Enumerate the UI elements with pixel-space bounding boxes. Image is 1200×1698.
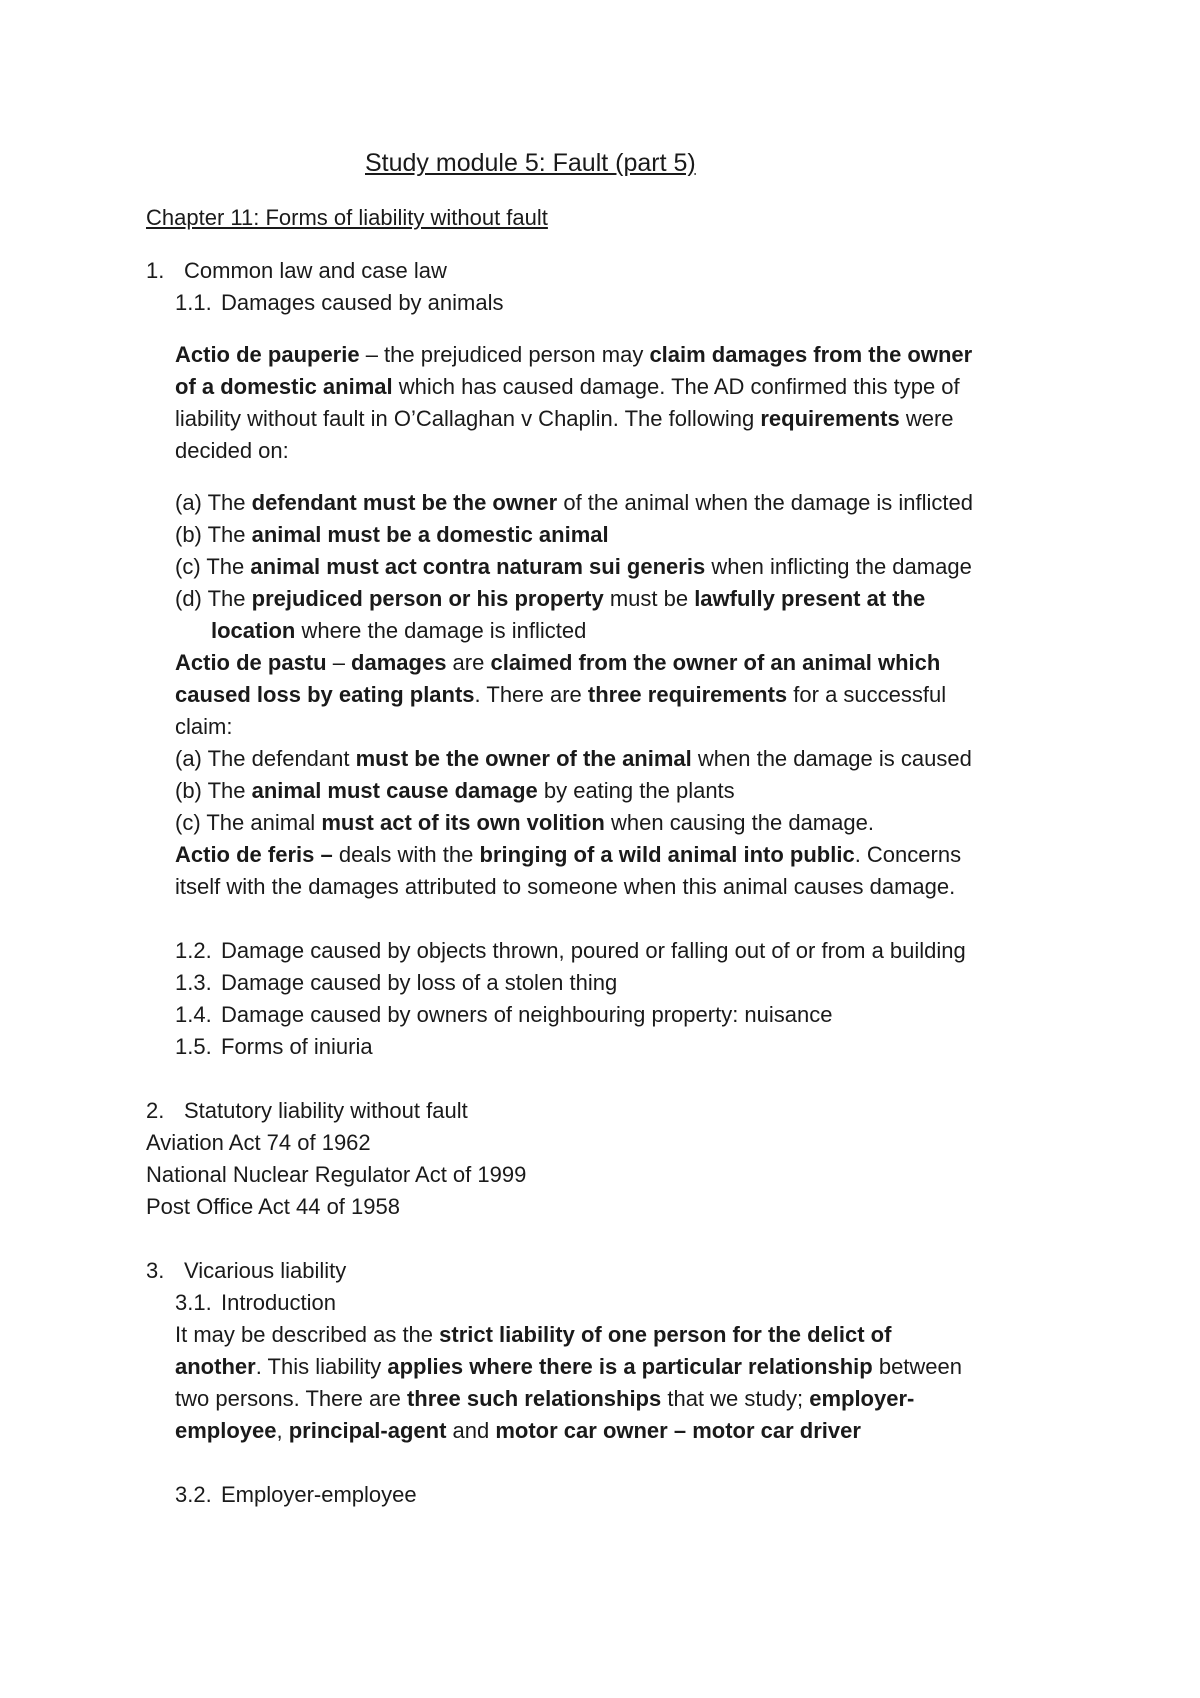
pauperie-req-a: (a) The defendant must be the owner of the animal when the damage is inflicted [175, 490, 974, 515]
act-item: Post Office Act 44 of 1958 [146, 1194, 400, 1219]
vicarious-line-4: employee, principal-agent and motor car owner – motor car driver [175, 1418, 861, 1443]
feris-line-1: Actio de feris – deals with the bringing of a wild animal into public. Concerns [175, 842, 962, 867]
pastu-line-2: caused loss by eating plants. There are three requirements for a successful [175, 682, 947, 707]
pauperie-req-c: (c) The animal must act contra naturam sui generis when inflicting the damage [175, 554, 972, 579]
page-title: Study module 5: Fault (part 5) [365, 149, 696, 177]
pauperie-req-d-cont: location where the damage is inflicted [211, 618, 587, 643]
subsection-text: Damages caused by animals [221, 290, 504, 315]
pauperie-line-4: decided on: [175, 438, 289, 463]
pastu-line-3: claim: [175, 714, 233, 739]
pauperie-line-2: of a domestic animal which has caused damage. The AD confirmed this type of [175, 374, 960, 399]
subsection-3-1: 3.1. Introduction [175, 1290, 336, 1315]
section-text: Common law and case law [184, 258, 447, 283]
chapter-heading: Chapter 11: Forms of liability without fault [146, 205, 548, 230]
vicarious-line-2: another. This liability applies where there is a particular relationship between [175, 1354, 963, 1379]
pastu-req-c: (c) The animal must act of its own volition when causing the damage. [175, 810, 874, 835]
subsection-1-2: 1.2. Damage caused by objects thrown, poured or falling out of or from a building [175, 938, 966, 963]
feris-line-2: itself with the damages attributed to someone when this animal causes damage. [175, 874, 956, 899]
section-2-heading: 2. Statutory liability without fault [146, 1098, 468, 1123]
subsection-number: 1.1. [175, 290, 212, 315]
pauperie-req-d: (d) The prejudiced person or his property must be lawfully present at the [175, 586, 926, 611]
pauperie-line-1: Actio de pauperie – the prejudiced person may claim damages from the owner [175, 342, 973, 367]
section-3-heading: 3. Vicarious liability [146, 1258, 347, 1283]
vicarious-line-3: two persons. There are three such relationships that we study; employer- [175, 1386, 915, 1411]
subsection-3-2: 3.2. Employer-employee [175, 1482, 417, 1507]
pastu-line-1: Actio de pastu – damages are claimed from the owner of an animal which [175, 650, 941, 675]
pastu-req-a: (a) The defendant must be the owner of the animal when the damage is caused [175, 746, 972, 771]
pauperie-line-3: liability without fault in O’Callaghan v Chaplin. The following requirements were [175, 406, 954, 431]
section-number: 1. [146, 258, 165, 283]
subsection-1-5: 1.5. Forms of iniuria [175, 1034, 373, 1059]
subsection-1-3: 1.3. Damage caused by loss of a stolen thing [175, 970, 618, 995]
act-item: Aviation Act 74 of 1962 [146, 1130, 371, 1155]
vicarious-line-1: It may be described as the strict liability of one person for the delict of [175, 1322, 892, 1347]
pastu-req-b: (b) The animal must cause damage by eating the plants [175, 778, 735, 803]
act-item: National Nuclear Regulator Act of 1999 [146, 1162, 527, 1187]
subsection-1-4: 1.4. Damage caused by owners of neighbouring property: nuisance [175, 1002, 833, 1027]
section-1-heading [146, 258, 447, 284]
subsection-1-1 [175, 290, 503, 316]
pauperie-req-b: (b) The animal must be a domestic animal [175, 522, 609, 547]
